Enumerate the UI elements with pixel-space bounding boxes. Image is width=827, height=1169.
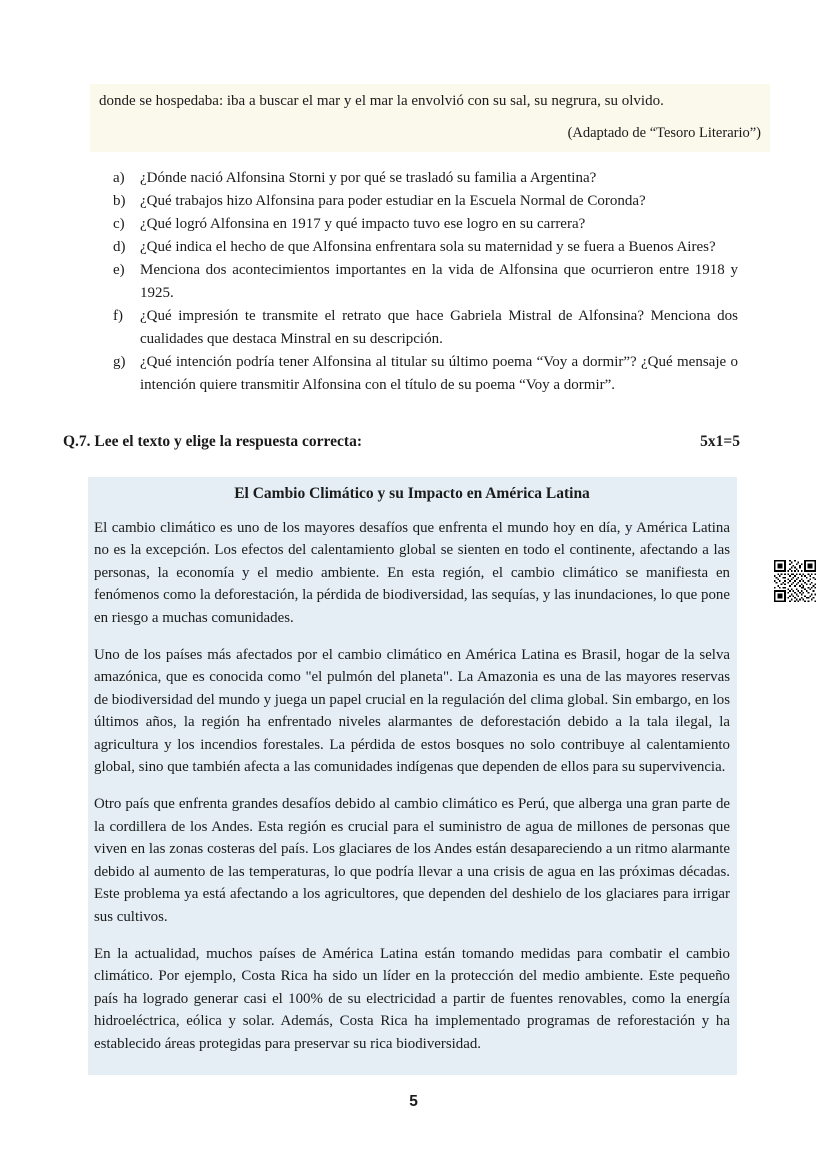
question-item-f <box>113 305 738 351</box>
excerpt-quote-text: donde se hospedaba: iba a buscar el mar y el mar la envolvió con su sal, su negrura, su olvido. <box>99 93 664 109</box>
q7-marks: 5x1=5 <box>700 433 740 450</box>
passage-paragraph-3: Otro país que enfrenta grandes desafíos debido al cambio climático es Perú, que alberga una gran parte de la cordillera de los Andes. Esta región es crucial para el suministro de agua de millones de personas que viven en las zonas costeras del país. Los glaciares de los Andes están desapareciendo a un ritmo alarmante debido al aumento de las temperaturas, lo que podría llevar a una crisis de agua en las próximas décadas. Este problema ya está afectando a los agricultores, que dependen del deshielo de los glaciares para irrigar sus cultivos. <box>94 796 730 925</box>
question-text: ¿Qué impresión te transmite el retrato que hace Gabriela Mistral de Alfonsina? Menciona dos cualidades que destaca Minstral en su descripción. <box>140 308 738 347</box>
passage-paragraph-4: En la actualidad, muchos países de América Latina están tomando medidas para combatir el cambio climático. Por ejemplo, Costa Rica ha sido un líder en la protección del medio ambiente. Este pequeño país ha logrado generar casi el 100% de su electricidad a partir de fuentes renovables, como la energía hidroeléctrica, eólica y solar. Además, Costa Rica ha implementado programas de reforestación y ha establecido áreas protegidas para preservar su rica biodiversidad. <box>94 945 730 1052</box>
page-number: 5 <box>409 1093 418 1110</box>
question-label: g) <box>113 354 126 370</box>
passage-title: El Cambio Climático y su Impacto en América Latina <box>234 485 590 502</box>
question-label: f) <box>113 308 123 324</box>
question-text: ¿Qué indica el hecho de que Alfonsina enfrentara sola su maternidad y se fuera a Buenos Aires? <box>140 239 716 255</box>
question-item-e <box>113 259 738 305</box>
qr-code-icon <box>774 560 816 602</box>
question-item-c <box>113 213 738 236</box>
question-text: ¿Dónde nació Alfonsina Storni y por qué se trasladó su familia a Argentina? <box>140 170 597 186</box>
passage-box <box>88 477 737 1075</box>
q7-heading: Q.7. Lee el texto y elige la respuesta correcta: <box>63 433 362 450</box>
question-label: a) <box>113 170 125 186</box>
question-label: e) <box>113 262 125 278</box>
excerpt-attribution: (Adaptado de “Tesoro Literario”) <box>567 125 761 141</box>
question-item-d <box>113 236 738 259</box>
question-label: b) <box>113 193 126 209</box>
question-text: Menciona dos acontecimientos importantes en la vida de Alfonsina que ocurrieron entre 1918 y 1925. <box>140 262 738 301</box>
question-item-g <box>113 351 738 397</box>
question-item-a <box>113 167 738 190</box>
question-label: d) <box>113 239 126 255</box>
passage-paragraph-1: El cambio climático es uno de los mayores desafíos que enfrenta el mundo hoy en día, y América Latina no es la excepción. Los efectos del calentamiento global se sienten en todo el continente, afectando a las personas, la economía y el medio ambiente. En esta región, el cambio climático se manifiesta en fenómenos como la deforestación, la pérdida de biodiversidad, las sequías, y las inundaciones, lo que pone en riesgo a muchas comunidades. <box>94 520 730 626</box>
question-text: ¿Qué trabajos hizo Alfonsina para poder estudiar en la Escuela Normal de Coronda? <box>140 193 646 209</box>
question-label: c) <box>113 216 125 232</box>
question-list <box>113 167 738 397</box>
passage-paragraph-2: Uno de los países más afectados por el cambio climático en América Latina es Brasil, hogar de la selva amazónica, que es conocida como "el pulmón del planeta". La Amazonia es una de las mayores reservas de biodiversidad del mundo y juega un papel crucial en la regulación del clima global. Sin embargo, en los últimos años, la región ha enfrentado niveles alarmantes de deforestación debido a la tala ilegal, la agricultura y los incendios forestales. La pérdida de estos bosques no solo contribuye al calentamiento global, sino que también afecta a las comunidades indígenas que dependen de ellos para su supervivencia. <box>94 647 730 776</box>
question-text: ¿Qué intención podría tener Alfonsina al titular su último poema “Voy a dormir”? ¿Qué mensaje o intención quiere transmitir Alfonsina con el título de su poema “Voy a dormir”. <box>140 354 738 393</box>
q7-heading-row <box>63 431 740 452</box>
excerpt-quote-box <box>90 84 770 152</box>
question-item-b <box>113 190 738 213</box>
question-text: ¿Qué logró Alfonsina en 1917 y qué impacto tuvo ese logro en su carrera? <box>140 216 586 232</box>
